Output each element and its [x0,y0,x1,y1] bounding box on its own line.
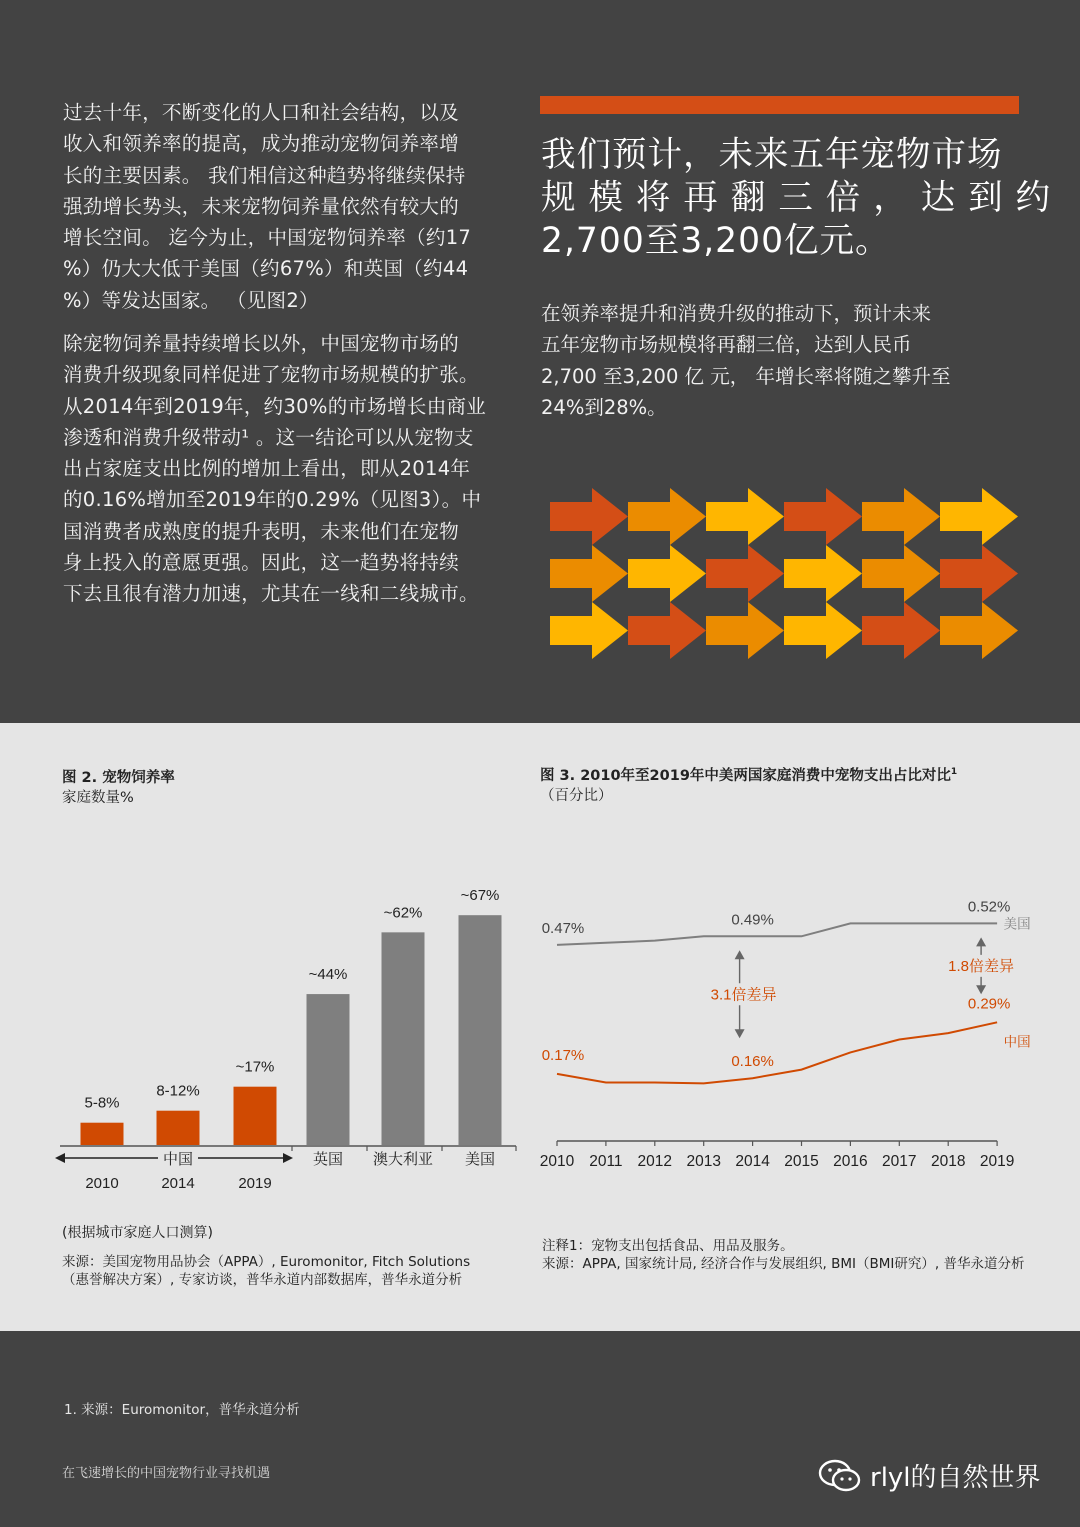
series-name-label: 中国 [1003,1034,1031,1050]
x-tick-label: 2010 [539,1153,575,1170]
x-tick-label: 2011 [589,1153,623,1170]
intro-line: %）等发达国家。 （见图2） [63,288,319,312]
wechat-icon [818,1459,862,1493]
year-label: 2019 [238,1175,272,1192]
bar-value-label: 5-8% [84,1094,120,1112]
arrow-pattern [550,488,1022,660]
bar [157,1111,200,1145]
bar-value-label: ~67% [460,887,500,905]
footnote: 1. 来源：Euromonitor，普华永道分析 [64,1402,300,1418]
fig2-source [62,1253,470,1289]
x-tick-label: 2019 [979,1153,1015,1170]
data-label: 0.29% [967,995,1011,1013]
arrow-shape [550,545,628,602]
forecast-paragraph [541,298,1006,423]
accent-bar [540,96,1019,114]
fig3-subtitle: （百分比） [540,788,613,804]
watermark [818,1457,1041,1494]
intro-line: 增长空间。 迄今为止，中国宠物饲养率（约17 [63,226,472,250]
consumption-line: 出占家庭支出比例的增加上看出，即从2014年 [63,457,471,481]
pet-ownership-bar-chart [50,860,520,1200]
series-name-label: 美国 [1003,916,1031,932]
fig3-source: 来源：APPA, 国家统计局, 经济合作与发展组织, BMI（BMI研究）, 普华永道分析 [542,1256,1025,1272]
consumption-line: 下去且很有潜力加速，尤其在一线和二线城市。 [63,582,479,606]
data-label: 0.47% [541,919,585,937]
country-label: 英国 [312,1151,344,1168]
arrow-shape [550,488,628,545]
arrow-down-icon [976,985,986,994]
bar-value-label: ~62% [383,904,423,922]
bar-value-label: ~44% [308,966,348,984]
consumption-line: 除宠物饲养量持续增长以外，中国宠物市场的 [63,332,460,355]
x-tick-label: 2013 [686,1153,721,1170]
headline-line: 2,700至3,200亿元。 [541,221,891,261]
bar [307,994,350,1145]
arrow-shape [940,545,1018,602]
fig3-title-text: 图 3. 2010年至2019年中美两国家庭消费中宠物支出占比对比 [540,768,951,784]
consumption-line: 从2014年到2019年，约30%的市场增长由商业 [63,394,487,418]
gap-annotation: 3.1倍差异 [710,986,777,1004]
arrow-down-icon [735,1029,745,1038]
arrow-shape [628,545,706,602]
forecast-line: 2,700 至3,200 亿 元， 年增长率将随之攀升至 [541,364,951,388]
fig2-note: (根据城市家庭人口测算) [62,1225,213,1241]
arrow-shape [706,602,784,659]
arrow-shape [940,488,1018,545]
x-tick-label: 2014 [735,1153,770,1170]
gap-annotation: 1.8倍差异 [948,957,1015,975]
intro-paragraph [63,97,523,316]
consumption-line: 消费升级现象同样促进了宠物市场规模的扩张。 [63,363,479,387]
forecast-line: 24%到28%。 [541,395,667,419]
arrow-shape [784,602,862,659]
headline [541,134,1052,263]
data-label: 0.52% [967,898,1011,916]
fig3-title-sup: 1 [950,767,958,778]
arrow-shape [550,602,628,659]
fig2-title: 图 2. 宠物饲养率 [62,770,175,786]
arrow-up-icon [735,950,745,959]
headline-line: 规 模 将 再 翻 三 倍 ， 达 到 约 [541,178,1052,218]
arrow-shape [862,488,940,545]
fig2-source-line: （惠誉解决方案）, 专家访谈，普华永道内部数据库，普华永道分析 [62,1272,463,1288]
arrow-shape [784,488,862,545]
forecast-line: 在领养率提升和消费升级的推动下，预计未来 [541,302,932,325]
series-line-usa [557,923,997,945]
bar [81,1123,124,1145]
arrow-shape [706,545,784,602]
consumption-paragraph [63,328,523,610]
group-label: 中国 [162,1151,194,1168]
intro-line: %）仍大大低于美国（约67%）和英国（约44 [63,257,469,281]
data-label: 0.49% [731,911,774,929]
arrow-shape [628,488,706,545]
arrow-shape [940,602,1018,659]
consumption-line: 渗透和消费升级带动¹ 。这一结论可以从宠物支 [63,425,474,449]
data-label: 0.16% [731,1053,774,1071]
range-arrow-left-icon [55,1153,65,1163]
watermark-text: rlyl的自然世界 [870,1463,1041,1493]
forecast-line: 五年宠物市场规模将再翻三倍，达到人民币 [541,333,912,357]
arrow-shape [862,545,940,602]
intro-line: 长的主要因素。 我们相信这种趋势将继续保持 [63,163,466,187]
intro-line: 过去十年，不断变化的人口和社会结构，以及 [63,101,460,124]
x-tick-label: 2017 [882,1153,917,1170]
bar-value-label: ~17% [235,1058,275,1076]
bar [459,915,502,1145]
pet-spending-line-chart [528,840,1038,1180]
fig2-subtitle: 家庭数量% [62,790,134,806]
range-arrow-right-icon [283,1153,293,1163]
consumption-line: 的0.16%增加至2019年的0.29%（见图3）。中 [63,488,482,512]
fig2-source-line: 来源：美国宠物用品协会（APPA）, Euromonitor, Fitch Solutions [62,1254,471,1270]
intro-line: 强劲增长势头，未来宠物饲养量依然有较大的 [63,194,460,218]
fig3-title [540,764,957,785]
footer-section [0,1331,1080,1527]
arrow-shape [628,602,706,659]
headline-line: 我们预计，未来五年宠物市场 [541,135,1003,175]
bar-value-label: 8-12% [156,1082,200,1100]
consumption-line: 身上投入的意愿更强。因此，这一趋势将持续 [63,551,460,575]
fig3-note: 注释1：宠物支出包括食品、用品及服务。 [542,1238,794,1254]
consumption-line: 国消费者成熟度的提升表明，未来他们在宠物 [63,519,460,543]
arrow-shape [706,488,784,545]
country-label: 澳大利亚 [372,1151,434,1168]
country-label: 美国 [464,1151,496,1168]
x-tick-label: 2018 [930,1153,966,1170]
x-tick-label: 2012 [637,1153,673,1170]
data-label: 0.17% [541,1046,585,1064]
bar [234,1087,277,1145]
arrow-shape [784,545,862,602]
top-section [0,0,1080,723]
x-tick-label: 2016 [833,1153,868,1170]
intro-line: 收入和领养率的提高，成为推动宠物饲养率增 [63,132,460,156]
arrow-up-icon [976,937,986,946]
arrow-shape [862,602,940,659]
year-label: 2014 [161,1175,195,1192]
year-label: 2010 [85,1175,119,1192]
report-title: 在飞速增长的中国宠物行业寻找机遇 [62,1466,271,1481]
series-line-china [557,1022,997,1083]
x-tick-label: 2015 [784,1153,819,1170]
bar [382,932,425,1145]
